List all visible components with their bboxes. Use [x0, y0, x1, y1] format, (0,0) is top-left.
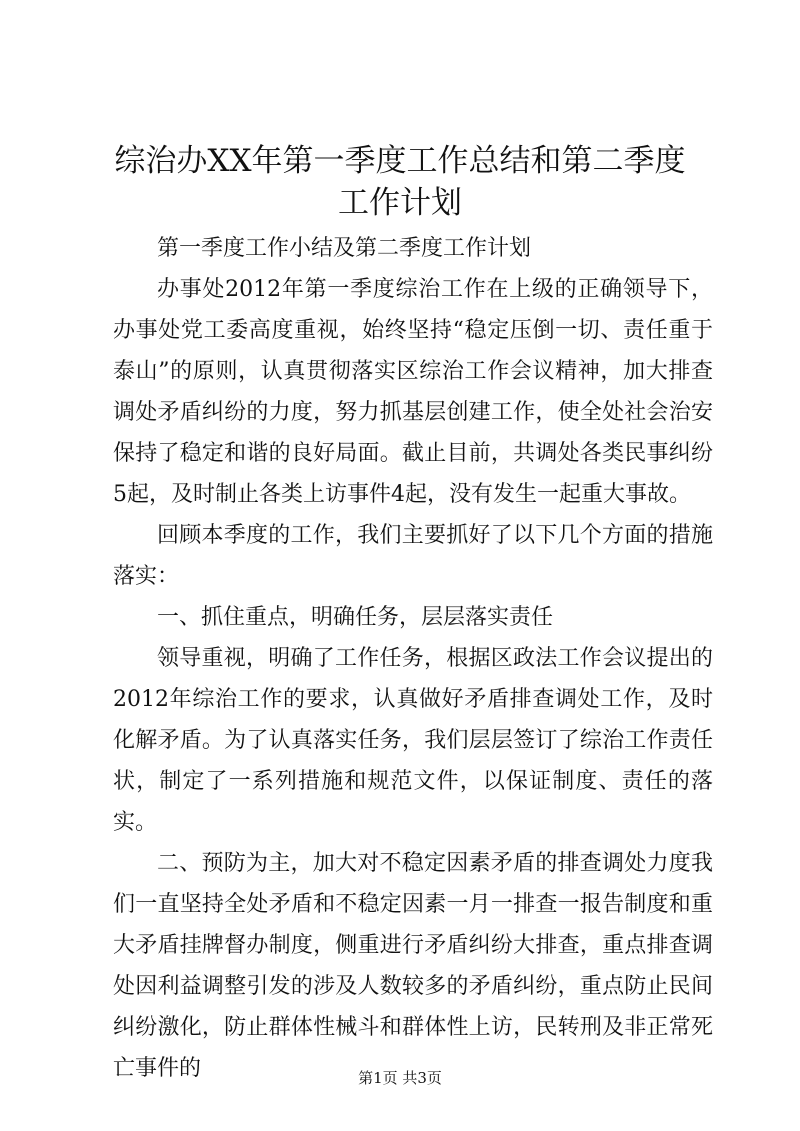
paragraph-section-one-body: 领导重视，明确了工作任务，根据区政法工作会议提出的2012年综治工作的要求，认真做好矛盾排查调处工作，及时化解矛盾。为了认真落实任务，我们层层签订了综治工作责任状，制定了一系列措施和规范文件，以保证制度、责任的落实。 [113, 646, 713, 835]
paragraph-review: 回顾本季度的工作，我们主要抓好了以下几个方面的措施落实： [113, 523, 713, 589]
document-body [113, 228, 713, 1089]
page-footer: 第1页 共3页 [358, 1069, 442, 1087]
paragraph-subtitle: 第一季度工作小结及第二季度工作计划 [157, 236, 532, 261]
paragraph-section-two: 二、预防为主，加大对不稳定因素矛盾的排查调处力度我们一直坚持全处矛盾和不稳定因素一月一排查一报告制度和重大矛盾挂牌督办制度，侧重进行矛盾纠纷大排查，重点排查调处因利益调整引发的涉及人数较多的矛盾纠纷，重点防止民间纠纷激化，防止群体性械斗和群体性上访，民转刑及非正常死亡事件的 [113, 851, 713, 1081]
paragraph-section-one-heading: 一、抓住重点，明确任务，层层落实责任 [157, 605, 554, 630]
document-title: 综治办XX年第一季度工作总结和第二季度工作计划 [114, 143, 686, 221]
paragraph-summary: 办事处2012年第一季度综治工作在上级的正确领导下，办事处党工委高度重视，始终坚持“稳定压倒一切、责任重于泰山”的原则，认真贯彻落实区综治工作会议精神，加大排查调处矛盾纠纷的力度，努力抓基层创建工作，使全处社会治安保持了稳定和谐的良好局面。截止目前，共调处各类民事纠纷5起，及时制止各类上访事件4起，没有发生一起重大事故。 [113, 277, 713, 507]
